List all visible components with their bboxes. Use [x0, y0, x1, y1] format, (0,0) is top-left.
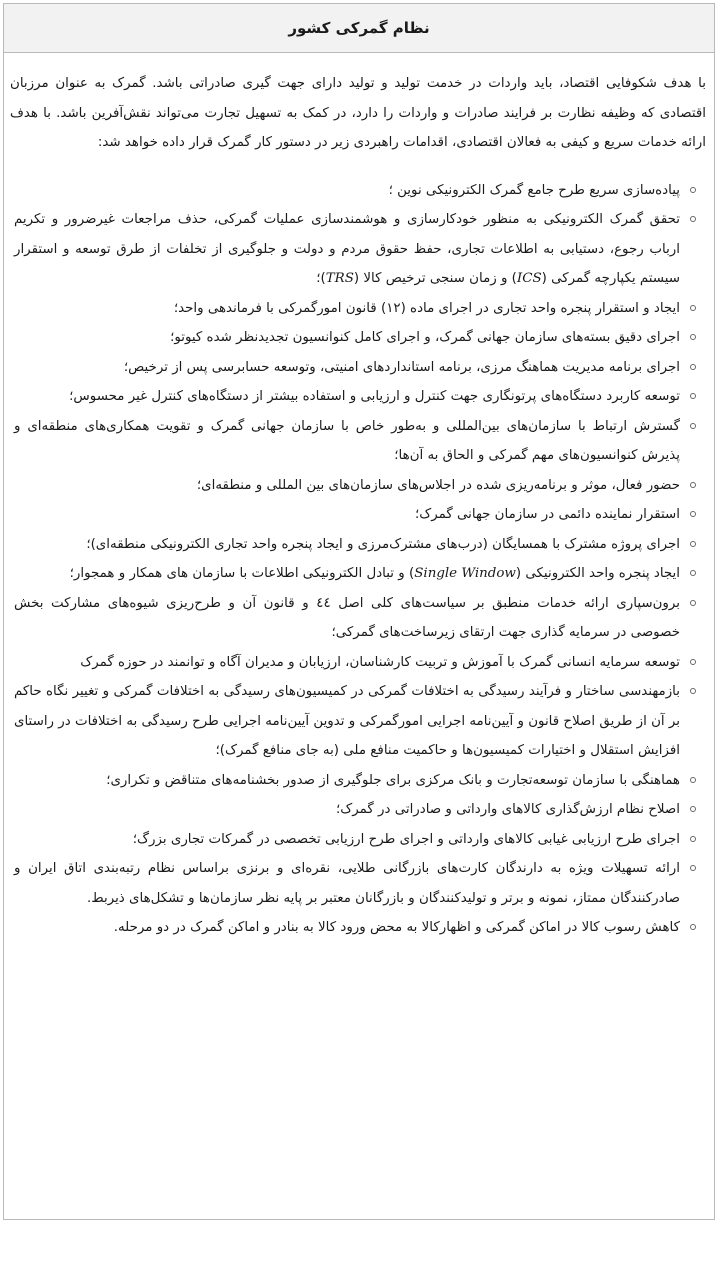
item-text: ) و زمان سنجی ترخیص کالا (: [353, 271, 517, 286]
latin-term: ICS: [516, 271, 542, 286]
item-text: هماهنگی با سازمان توسعه‌تجارت و بانک مرکزی برای جلوگیری از صدور بخشنامه‌های متناقض و تکراری؛: [106, 772, 680, 788]
item-text: ارائه تسهیلات ویژه به دارندگان کارت‌های بازرگانی طلایی، نقره‌ای و برنزی براساس نظام رتبه‌بندی اتاق ایران و صادرکنندگان ممتاز، نمونه و برتر و تولیدکنندگان و بازرگانان معتبر بر پایه نظر سازمان‌ها و تشکل‌های ذیربط.: [14, 861, 680, 906]
item-text: کاهش رسوب کالا در اماکن گمرکی و اظهارکالا به محض ورود کالا به بنادر و اماکن گمرک در دو مرحله.: [113, 920, 680, 935]
intro-paragraph: با هدف شکوفایی اقتصاد، باید واردات در خدمت تولید و تولید دارای جهت گیری صادراتی باشد. گمرک به عنوان مرزبان اقتصادی که وظیفه نظارت بر فرایند صادرات و واردات را دارد، در کمک به تسهیل تجارت می‌تواند نقش‌آفرین باشد. با هدف ارائه خدمات سریع و کیفی به فعالان اقتصادی، اقدامات راهبردی زیر در دستور کار گمرک قرار داده خواهد شد:: [10, 76, 706, 150]
circle-bullet-icon: [690, 216, 696, 222]
item-text: اجرای پروژه مشترک با همسایگان (درب‌های مشترک‌مرزی و ایجاد پنجره واحد تجاری الکترونیکی منطقه‌ای)؛: [86, 536, 680, 552]
list-item: [10, 766, 706, 796]
item-text: حضور فعال، موثر و برنامه‌ریزی شده در اجلاس‌های سازمان‌های بین المللی و منطقه‌ای؛: [196, 477, 680, 493]
item-text: )؛: [316, 271, 326, 286]
list-item: [10, 294, 706, 324]
item-text: برون‌سپاری ارائه خدمات منطبق بر سیاست‌های کلی اصل ٤٤ و قانون آن و طرح‌ریزی شیوه‌های مشارکت بخش خصوصی در سرمایه گذاری جهت ارتقای زیرساخت‌های گمرکی؛: [14, 595, 680, 640]
circle-bullet-icon: [690, 187, 696, 193]
circle-bullet-icon: [690, 865, 696, 871]
list-item: [10, 500, 706, 530]
item-text: ایجاد پنجره واحد الکترونیکی (: [515, 566, 680, 581]
list-item: [10, 323, 706, 353]
latin-term: TRS: [325, 271, 354, 286]
list-item: [10, 677, 706, 766]
item-text: گسترش ارتباط با سازمان‌های بین‌المللی و به‌طور خاص با سازمان جهانی گمرک و تقویت همکاری‌های منطقه‌ای و پذیرش کنوانسیون‌های مهم گمرکی و الحاق به آن‌ها؛: [14, 418, 680, 463]
list-item: [10, 382, 706, 412]
item-text: اجرای طرح ارزیابی غیابی کالاهای وارداتی و اجرای طرح ارزیابی تخصصی در گمرکات تجاری بزرگ؛: [132, 831, 680, 847]
circle-bullet-icon: [690, 659, 696, 665]
circle-bullet-icon: [690, 393, 696, 399]
circle-bullet-icon: [690, 511, 696, 517]
page-title: نظام گمرکی کشور: [4, 4, 714, 53]
item-text: توسعه سرمایه انسانی گمرک با آموزش و تربیت کارشناسان، ارزیابان و مدیران آگاه و توانمند در حوزه گمرک: [80, 654, 680, 670]
list-item: [10, 471, 706, 501]
circle-bullet-icon: [690, 482, 696, 488]
circle-bullet-icon: [690, 570, 696, 576]
circle-bullet-icon: [690, 364, 696, 370]
list-item: [10, 648, 706, 678]
item-text: استقرار نماینده دائمی در سازمان جهانی گمرک؛: [415, 507, 680, 522]
circle-bullet-icon: [690, 541, 696, 547]
list-item: [10, 559, 706, 589]
circle-bullet-icon: [690, 600, 696, 606]
circle-bullet-icon: [690, 924, 696, 930]
circle-bullet-icon: [690, 688, 696, 694]
circle-bullet-icon: [690, 305, 696, 311]
list-item: [10, 176, 706, 206]
list-item: [10, 913, 706, 943]
item-text: بازمهندسی ساختار و فرآیند رسیدگی به اختلافات گمرکی در کمیسیون‌های رسیدگی به اختلافات گمرکی و تغییر نگاه حاکم بر آن از طریق اصلاح قانون و آیین‌نامه اجرایی امورگمرکی و تدوین آیین‌نامه اجرایی طرح رسیدگی به اختلافات در راستای افزایش استقلال و اختیارات کمیسیون‌ها و حاکمیت منافع ملی (به جای منافع گمرک)؛: [14, 684, 680, 758]
list-item: [10, 854, 706, 913]
circle-bullet-icon: [690, 334, 696, 340]
item-text: اجرای برنامه مدیریت هماهنگ مرزی، برنامه استانداردهای امنیتی، وتوسعه حسابرسی پس از ترخیص؛: [123, 359, 680, 375]
list-item: [10, 353, 706, 383]
document-panel: [3, 3, 715, 1220]
item-text: ) و تبادل الکترونیکی اطلاعات با سازمان های همکار و همجوار؛: [69, 566, 415, 581]
circle-bullet-icon: [690, 423, 696, 429]
item-text: توسعه کاربرد دستگاه‌های پرتونگاری جهت کنترل و ارزیابی و استفاده بیشتر از دستگاه‌های کنترل غیر محسوس؛: [69, 389, 680, 404]
list-item: [10, 825, 706, 855]
item-text: اصلاح نظام ارزش‌گذاری کالاهای وارداتی و صادراتی در گمرک؛: [336, 802, 680, 817]
list-item: [10, 589, 706, 648]
document-body: [4, 53, 714, 943]
strategy-list: [10, 176, 706, 943]
item-text: ایجاد و استقرار پنجره واحد تجاری در اجرای ماده (۱۲) قانون امورگمرکی با فرماندهی واحد؛: [173, 300, 680, 316]
list-item: [10, 795, 706, 825]
circle-bullet-icon: [690, 836, 696, 842]
item-text: اجرای دقیق بسته‌های سازمان جهانی گمرک، و اجرای کامل کنوانسیون تجدیدنظر شده کیوتو؛: [170, 330, 680, 345]
list-item: [10, 412, 706, 471]
item-text: پیاده‌سازی سریع طرح جامع گمرک الکترونیکی نوین ؛: [388, 182, 680, 198]
circle-bullet-icon: [690, 777, 696, 783]
item-text: تحقق گمرک الکترونیکی به منظور خودکارسازی و هوشمندسازی عملیات گمرکی، حذف مراجعات غیرضرور و تکریم ارباب رجوع، دستیابی به اطلاعات تجاری، حفظ حقوق مردم و دولت و جلوگیری از تخلفات از طرق توسعه و استقرار سیستم یکپارچه گمرکی (: [14, 212, 680, 286]
list-item: [10, 205, 706, 294]
circle-bullet-icon: [690, 806, 696, 812]
list-item: [10, 530, 706, 560]
latin-term: Single Window: [414, 566, 516, 581]
